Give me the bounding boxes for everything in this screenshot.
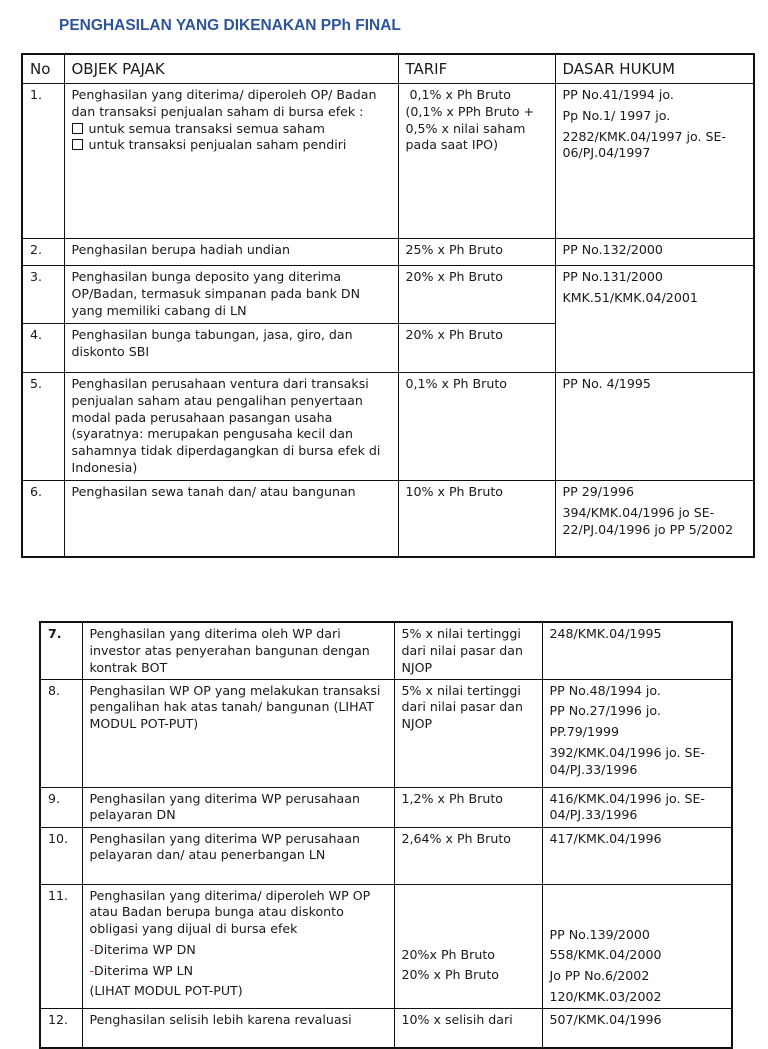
dasar-line: Jo PP No.6/2002 (549, 968, 650, 984)
table-row (40, 622, 732, 679)
dasar-line: PP No.41/1994 jo. (562, 87, 674, 102)
tarif-line: 0,1% x Ph Bruto (405, 87, 511, 102)
tarif-line: 20%x Ph Bruto (401, 946, 495, 962)
objek-item: -Diterima WP DN (89, 941, 196, 957)
dasar-line: PP No.27/1996 jo. (549, 703, 661, 719)
table-row (22, 84, 754, 239)
row-dasar (555, 481, 754, 557)
table-row (40, 787, 732, 827)
tarif-line: 20% x Ph Bruto (401, 967, 499, 983)
row-no: 12. (40, 1008, 82, 1048)
row-objek: Penghasilan sewa tanah dan/ atau bangunan (64, 481, 398, 557)
row-no: 9. (40, 787, 82, 827)
row-objek: Penghasilan yang diterima WP perusahaan pelayaran dan/ atau penerbangan LN (82, 827, 394, 884)
row-dasar (542, 884, 732, 1008)
dasar-line: 120/KMK.03/2002 (549, 988, 662, 1004)
header-dasar-hukum: DASAR HUKUM (555, 54, 754, 84)
table-row (40, 827, 732, 884)
dasar-line: PP 29/1996 (562, 484, 635, 499)
row-dasar (555, 84, 754, 239)
header-no: No (22, 54, 64, 84)
row-dasar (555, 266, 754, 373)
row-no: 3. (22, 266, 64, 324)
row-objek: Penghasilan bunga tabungan, jasa, giro, dan diskonto SBI (64, 324, 398, 373)
row-no: 11. (40, 884, 82, 1008)
dash-bullet: - (89, 962, 95, 978)
checkbox-icon (72, 123, 83, 134)
row-no: 10. (40, 827, 82, 884)
pph-final-table-1 (21, 53, 755, 558)
table-row (40, 884, 732, 1008)
dasar-line: PP No.131/2000 (562, 269, 663, 284)
table-row (22, 373, 754, 481)
row-tarif: 5% x nilai tertinggi dari nilai pasar dan NJOP (394, 679, 542, 787)
row-tarif: 2,64% x Ph Bruto (394, 827, 542, 884)
checkbox-icon (72, 139, 83, 150)
objek-item: untuk semua transaksi semua saham (72, 121, 391, 138)
objek-text: Penghasilan yang diterima/ diperoleh WP OP atau Badan berupa bunga atau diskonto obligasi yang dijual di bursa efek (89, 887, 371, 937)
table-row (22, 266, 754, 324)
dasar-line: 394/KMK.04/1996 jo SE-22/PJ.04/1996 jo PP 5/2002 (562, 504, 734, 537)
row-tarif (398, 84, 555, 239)
row-objek: Penghasilan berupa hadiah undian (64, 239, 398, 266)
row-objek (82, 884, 394, 1008)
row-tarif: 0,1% x Ph Bruto (398, 373, 555, 481)
row-objek: Penghasilan WP OP yang melakukan transaksi pengalihan hak atas tanah/ bangunan (LIHAT MODUL POT-PUT) (82, 679, 394, 787)
page-title: PENGHASILAN YANG DIKENAKAN PPh FINAL (59, 17, 401, 34)
row-dasar: 507/KMK.04/1996 (542, 1008, 732, 1048)
row-objek: Penghasilan bunga deposito yang diterima OP/Badan, termasuk simpanan pada bank DN yang memiliki cabang di LN (64, 266, 398, 324)
row-dasar: PP No. 4/1995 (555, 373, 754, 481)
row-dasar: 417/KMK.04/1996 (542, 827, 732, 884)
row-tarif: 10% x selisih dari (394, 1008, 542, 1048)
row-objek: Penghasilan perusahaan ventura dari transaksi penjualan saham atau pengalihan penyertaan modal pada perusahaan pasangan usaha (syaratnya: merupakan pengusaha kecil dan sahamnya tidak diperdagangkan di bursa efek di Indonesia) (64, 373, 398, 481)
dasar-line: 392/KMK.04/1996 jo. SE-04/PJ.33/1996 (549, 744, 705, 777)
objek-item: -Diterima WP LN (89, 962, 194, 978)
row-tarif: 25% x Ph Bruto (398, 239, 555, 266)
dash-bullet: - (89, 941, 95, 957)
objek-text: Penghasilan yang diterima/ diperoleh OP/ Badan dan transaksi penjualan saham di bursa efek : (71, 87, 377, 119)
row-dasar: 248/KMK.04/1995 (542, 622, 732, 679)
row-no: 6. (22, 481, 64, 557)
table-row (40, 679, 732, 787)
row-objek: Penghasilan selisih lebih karena revaluasi (82, 1008, 394, 1048)
row-tarif: 1,2% x Ph Bruto (394, 787, 542, 827)
table-row (22, 239, 754, 266)
row-objek (64, 84, 398, 239)
row-objek: Penghasilan yang diterima WP perusahaan pelayaran DN (82, 787, 394, 827)
table-header-row (22, 54, 754, 84)
dasar-line: 558/KMK.04/2000 (549, 947, 662, 963)
dasar-line: PP No.139/2000 (549, 926, 650, 942)
row-tarif: 20% x Ph Bruto (398, 266, 555, 324)
objek-note: (LIHAT MODUL POT-PUT) (89, 983, 243, 999)
row-no: 2. (22, 239, 64, 266)
pph-final-table-2 (39, 621, 733, 1049)
row-dasar (542, 679, 732, 787)
row-no: 4. (22, 324, 64, 373)
row-dasar: PP No.132/2000 (555, 239, 754, 266)
row-no: 5. (22, 373, 64, 481)
header-objek-pajak: OBJEK PAJAK (64, 54, 398, 84)
header-tarif: TARIF (398, 54, 555, 84)
row-no: 8. (40, 679, 82, 787)
dasar-line: PP No.48/1994 jo. (549, 682, 661, 698)
row-tarif (394, 884, 542, 1008)
row-tarif: 5% x nilai tertinggi dari nilai pasar dan NJOP (394, 622, 542, 679)
row-no: 1. (22, 84, 64, 239)
row-tarif: 10% x Ph Bruto (398, 481, 555, 557)
dasar-line: KMK.51/KMK.04/2001 (562, 289, 698, 305)
dasar-line: 2282/KMK.04/1997 jo. SE-06/PJ.04/1997 (562, 128, 726, 161)
table-row (22, 481, 754, 557)
row-dasar: 416/KMK.04/1996 jo. SE-04/PJ.33/1996 (542, 787, 732, 827)
tarif-line: (0,1% x PPh Bruto + 0,5% x nilai saham pada saat IPO) (405, 103, 535, 153)
dasar-line: PP.79/1999 (549, 724, 620, 740)
row-no: 7. (40, 622, 82, 679)
table-row (40, 1008, 732, 1048)
objek-item: untuk transaksi penjualan saham pendiri (72, 137, 391, 154)
dasar-line: Pp No.1/ 1997 jo. (562, 107, 671, 123)
row-tarif: 20% x Ph Bruto (398, 324, 555, 373)
row-objek: Penghasilan yang diterima oleh WP dari investor atas penyerahan bangunan dengan kontrak BOT (82, 622, 394, 679)
